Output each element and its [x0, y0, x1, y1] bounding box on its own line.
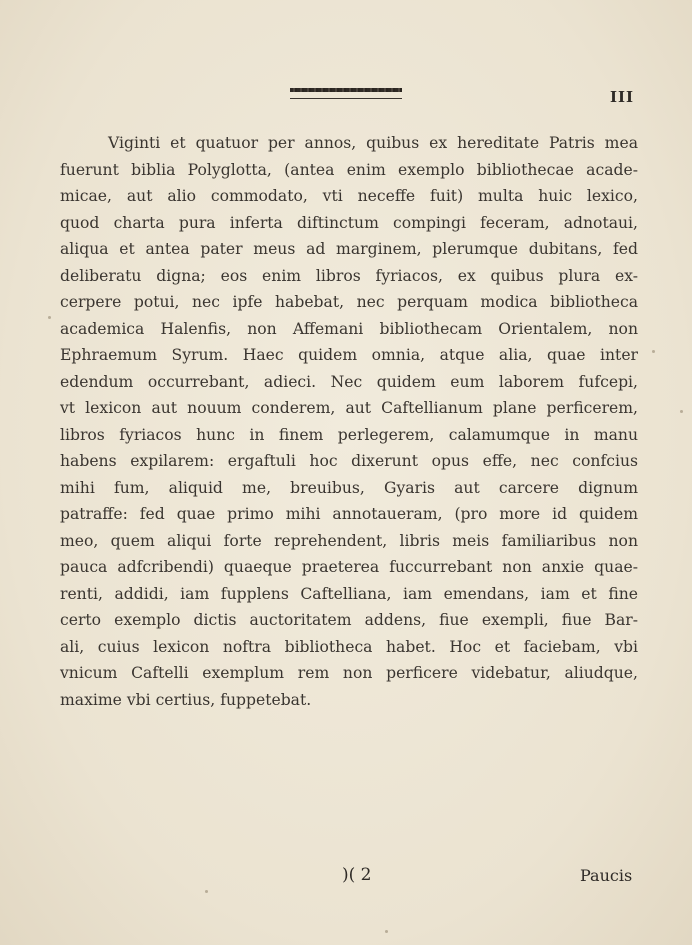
ornament-thin-rule: [290, 98, 402, 99]
paper-speck: [680, 410, 683, 413]
paper-speck: [652, 350, 655, 353]
text-line: quod charta pura inferta diftinctum compingi feceram, adnotaui,: [60, 213, 638, 232]
text-line: micae, aut alio commodato, vti neceffe fuit) multa huic lexico,: [60, 187, 638, 205]
text-line: aliqua et antea pater meus ad marginem, plerumque dubitans, fed: [60, 240, 638, 258]
text-line: deliberatu digna; eos enim libros fyriacos, ex quibus plura ex-: [60, 266, 638, 285]
catchword: Paucis: [580, 866, 633, 885]
paper-speck: [205, 890, 208, 893]
text-line: ali, cuius lexicon noftra bibliotheca habet. Hoc et faciebam, vbi: [60, 637, 638, 656]
text-line: Viginti et quatuor per annos, quibus ex hereditate Patris mea: [108, 134, 638, 152]
text-line: mihi fum, aliquid me, breuibus, Gyaris aut carcere dignum: [60, 478, 638, 497]
body-text: [60, 130, 638, 713]
text-line: meo, quem aliqui forte reprehendent, libris meis familiaribus non: [60, 531, 638, 550]
text-line: edendum occurrebant, adieci. Nec quidem eum laborem fufcepi,: [60, 372, 638, 391]
ornament-thick-bar: [290, 88, 402, 92]
text-line: habens expilarem: ergaftuli hoc dixerunt opus effe, nec confcius: [60, 452, 638, 470]
text-line: academica Halenfis, non Affemani bibliothecam Orientalem, non: [60, 319, 638, 338]
paper-speck: [385, 930, 388, 933]
text-line: vnicum Caftelli exemplum rem non perficere videbatur, aliudque,: [60, 664, 638, 682]
text-line: Ephraemum Syrum. Haec quidem omnia, atque alia, quae inter: [60, 346, 638, 364]
text-line: cerpere potui, nec ipfe habebat, nec perquam modica bibliotheca: [60, 293, 638, 311]
text-line: renti, addidi, iam fupplens Caftelliana, iam emendans, iam et fine: [60, 584, 638, 603]
signature-mark: )( 2: [342, 865, 372, 885]
text-line: certo exemplo dictis auctoritatem addens, fiue exempli, fiue Bar-: [60, 611, 638, 629]
text-line: vt lexicon aut nouum conderem, aut Caftellianum plane perficerem,: [60, 399, 638, 417]
text-line: maxime vbi certius, fuppetebat.: [60, 690, 312, 709]
header-ornament-rule: [290, 88, 402, 94]
paper-speck: [48, 316, 51, 319]
text-line: patraffe: fed quae primo mihi annotaueram, (pro more id quidem: [60, 505, 638, 523]
text-line: libros fyriacos hunc in finem perlegerem, calamumque in manu: [60, 425, 638, 444]
page-number: III: [610, 88, 635, 106]
text-line: pauca adfcribendi) quaeque praeterea fuccurrebant non anxie quae-: [60, 558, 638, 576]
text-line: fuerunt biblia Polyglotta, (antea enim exemplo bibliothecae acade-: [60, 160, 638, 179]
